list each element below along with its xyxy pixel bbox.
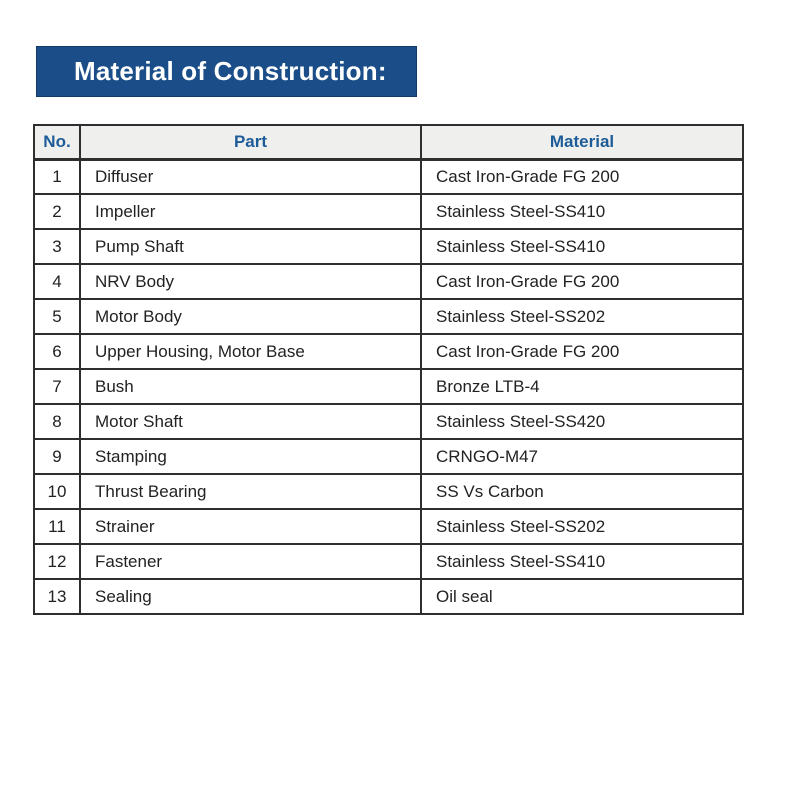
table-row: [34, 544, 743, 579]
material-of-construction-table: [33, 124, 744, 615]
row-part: NRV Body: [80, 264, 421, 299]
section-banner: [36, 46, 417, 97]
row-material: CRNGO-M47: [421, 439, 743, 474]
table-row: [34, 229, 743, 264]
row-no: 7: [34, 369, 80, 404]
row-no: 13: [34, 579, 80, 614]
row-material: Oil seal: [421, 579, 743, 614]
row-part: Fastener: [80, 544, 421, 579]
row-part: Sealing: [80, 579, 421, 614]
row-part: Stamping: [80, 439, 421, 474]
row-part: Thrust Bearing: [80, 474, 421, 509]
row-material: Stainless Steel-SS410: [421, 229, 743, 264]
row-part: Pump Shaft: [80, 229, 421, 264]
row-material: Bronze LTB-4: [421, 369, 743, 404]
table-row: [34, 509, 743, 544]
table-row: [34, 474, 743, 509]
row-part: Impeller: [80, 194, 421, 229]
row-no: 12: [34, 544, 80, 579]
column-header-material: Material: [421, 125, 743, 159]
table-row: [34, 439, 743, 474]
row-no: 4: [34, 264, 80, 299]
row-material: SS Vs Carbon: [421, 474, 743, 509]
row-no: 5: [34, 299, 80, 334]
table-row: [34, 264, 743, 299]
row-material: Cast Iron-Grade FG 200: [421, 264, 743, 299]
table-body: [34, 159, 743, 614]
row-no: 3: [34, 229, 80, 264]
section-title: Material of Construction:: [74, 56, 387, 86]
row-material: Stainless Steel-SS410: [421, 194, 743, 229]
row-no: 8: [34, 404, 80, 439]
row-part: Bush: [80, 369, 421, 404]
row-no: 10: [34, 474, 80, 509]
row-part: Upper Housing, Motor Base: [80, 334, 421, 369]
row-material: Stainless Steel-SS202: [421, 299, 743, 334]
row-material: Cast Iron-Grade FG 200: [421, 159, 743, 194]
row-material: Stainless Steel-SS410: [421, 544, 743, 579]
row-no: 9: [34, 439, 80, 474]
row-part: Diffuser: [80, 159, 421, 194]
row-material: Stainless Steel-SS420: [421, 404, 743, 439]
table-row: [34, 404, 743, 439]
table-row: [34, 369, 743, 404]
table-row: [34, 159, 743, 194]
row-part: Motor Shaft: [80, 404, 421, 439]
row-material: Cast Iron-Grade FG 200: [421, 334, 743, 369]
table-row: [34, 579, 743, 614]
row-no: 2: [34, 194, 80, 229]
table-row: [34, 299, 743, 334]
column-header-part: Part: [80, 125, 421, 159]
row-no: 6: [34, 334, 80, 369]
table-row: [34, 334, 743, 369]
row-part: Motor Body: [80, 299, 421, 334]
row-material: Stainless Steel-SS202: [421, 509, 743, 544]
column-header-no: No.: [34, 125, 80, 159]
table-row: [34, 194, 743, 229]
row-no: 11: [34, 509, 80, 544]
row-part: Strainer: [80, 509, 421, 544]
row-no: 1: [34, 159, 80, 194]
table-header-row: [34, 125, 743, 159]
